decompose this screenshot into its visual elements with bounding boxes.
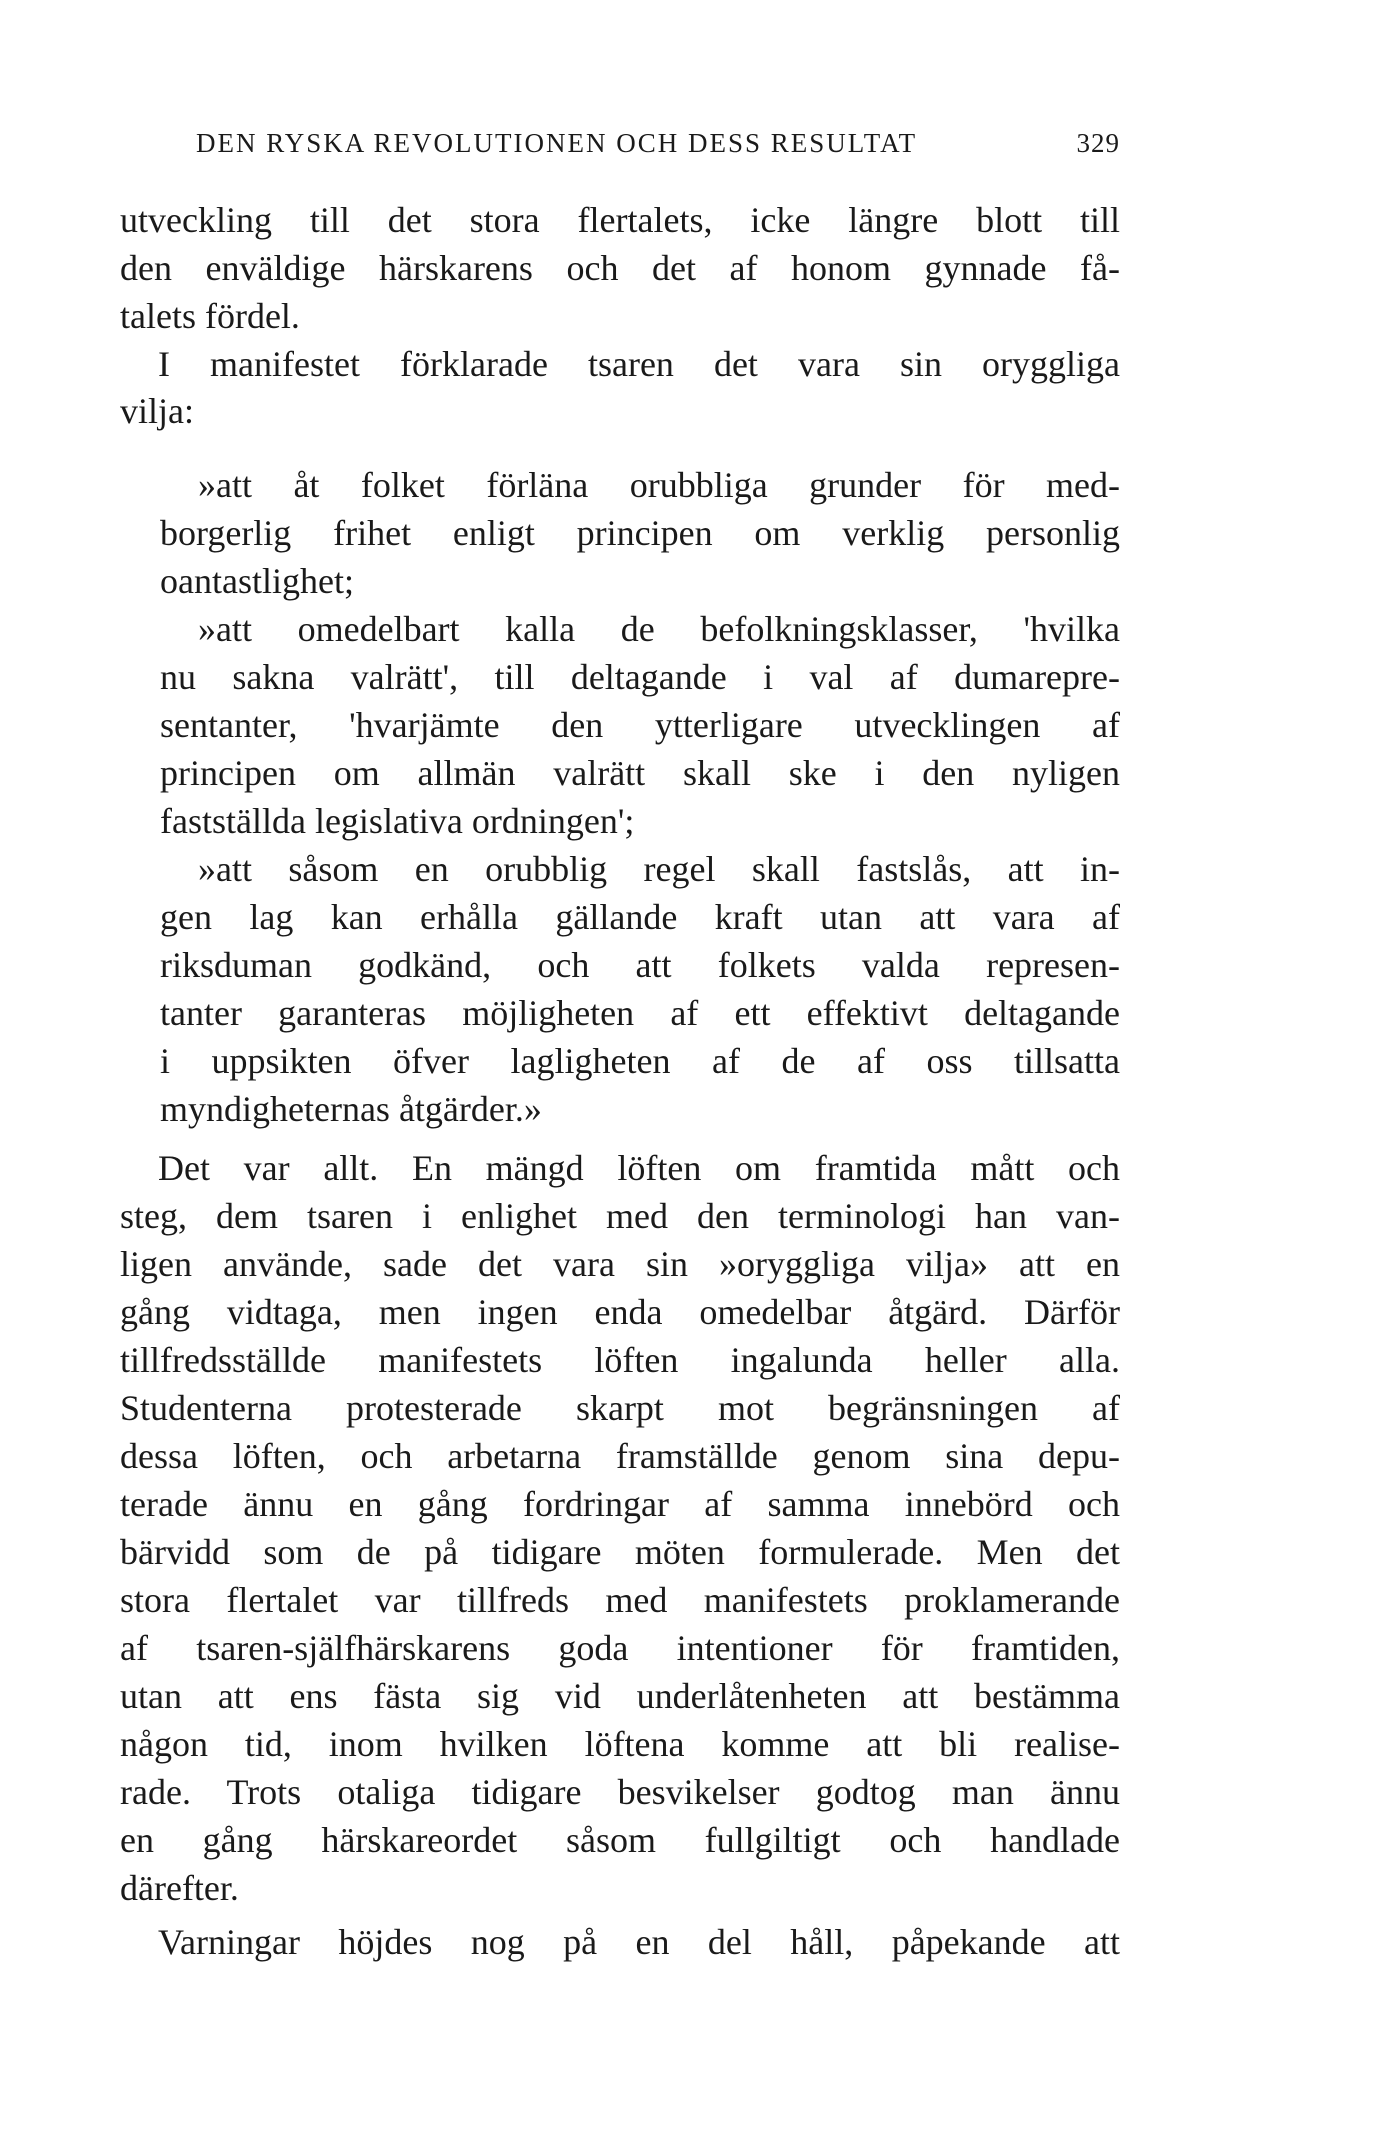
text-line: talets fördel. [120,296,300,336]
text-line: bärvidd som de på tidigare möten formulerade. Men det [120,1532,1120,1572]
quote-line: principen om allmän valrätt skall ske i den nyligen [160,753,1120,793]
quote-line: oantastlighet; [160,561,354,601]
text-line: af tsaren-själfhärskarens goda intentioner för framtiden, [120,1628,1120,1668]
text-line: ligen använde, sade det vara sin »oryggliga vilja» att en [120,1244,1120,1284]
text-line: tillfredsställde manifestets löften ingalunda heller alla. [120,1340,1120,1380]
quote-line: »att åt folket förläna orubbliga grunder för med- [198,465,1120,505]
text-line: utan att ens fästa sig vid underlåtenheten att bestämma [120,1676,1120,1716]
page-number: 329 [1076,128,1120,158]
quote-line: tanter garanteras möjligheten af ett effektivt deltagande [160,993,1120,1033]
quote-line: fastställda legislativa ordningen'; [160,801,635,841]
quote-line: riksduman godkänd, och att folkets valda represen- [160,945,1120,985]
text-line: rade. Trots otaliga tidigare besvikelser godtog man ännu [120,1772,1120,1812]
quote-line: myndigheternas åtgärder.» [160,1089,542,1129]
text-line: vilja: [120,391,194,431]
running-header [160,128,1120,168]
text-line: den enväldige härskarens och det af honom gynnade få- [120,248,1120,288]
text-line: därefter. [120,1868,239,1908]
text-line: I manifestet förklarade tsaren det vara sin oryggliga [158,344,1120,384]
quote-line: »att omedelbart kalla de befolkningsklasser, 'hvilka [198,609,1120,649]
text-line: en gång härskareordet såsom fullgiltigt och handlade [120,1820,1120,1860]
quote-line: sentanter, 'hvarjämte den ytterligare utvecklingen af [160,705,1120,745]
quote-line: »att såsom en orubblig regel skall fastslås, att in- [198,849,1120,889]
text-line: steg, dem tsaren i enlighet med den terminologi han van- [120,1196,1120,1236]
quote-line: gen lag kan erhålla gällande kraft utan att vara af [160,897,1120,937]
text-line: dessa löften, och arbetarna framställde genom sina depu- [120,1436,1120,1476]
quote-line: nu sakna valrätt', till deltagande i val af dumarepre- [160,657,1120,697]
text-line: Studenterna protesterade skarpt mot begränsningen af [120,1388,1120,1428]
text-line: stora flertalet var tillfreds med manifestets proklamerande [120,1580,1120,1620]
text-line: någon tid, inom hvilken löftena komme att bli realise- [120,1724,1120,1764]
text-line: Varningar höjdes nog på en del håll, påpekande att [158,1922,1120,1962]
text-line: terade ännu en gång fordringar af samma innebörd och [120,1484,1120,1524]
text-line: Det var allt. En mängd löften om framtida mått och [158,1148,1120,1188]
text-line: utveckling till det stora flertalets, icke längre blott till [120,200,1120,240]
running-title: DEN RYSKA REVOLUTIONEN OCH DESS RESULTAT [196,128,918,158]
quote-line: borgerlig frihet enligt principen om verklig personlig [160,513,1120,553]
text-line: gång vidtaga, men ingen enda omedelbar åtgärd. Därför [120,1292,1120,1332]
quote-line: i uppsikten öfver lagligheten af de af oss tillsatta [160,1041,1120,1081]
